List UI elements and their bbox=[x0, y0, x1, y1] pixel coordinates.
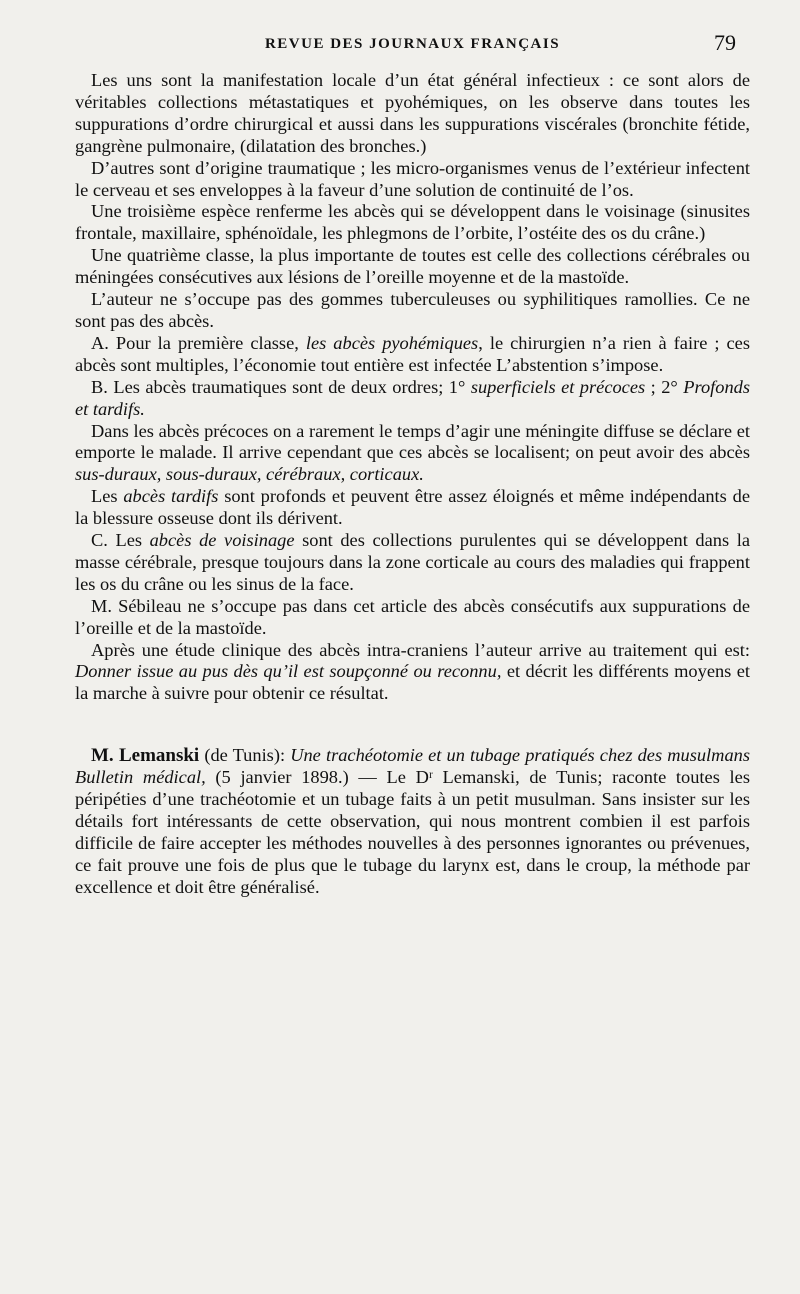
text: ; 2° bbox=[645, 376, 684, 397]
italic-term: sus-duraux, sous-duraux, cérébraux, corticaux. bbox=[75, 464, 424, 485]
paragraph-5: L’auteur ne s’occupe pas des gommes tuberculeuses ou syphilitiques ramollies. Ce ne sont pas des abcès. bbox=[75, 289, 750, 331]
paragraph-10 bbox=[75, 530, 750, 596]
paragraph-9 bbox=[75, 486, 750, 530]
paragraph-6 bbox=[75, 333, 750, 377]
running-title: REVUE DES JOURNAUX FRANÇAIS bbox=[264, 36, 561, 52]
paragraph-4: Une quatrième classe, la plus importante de toutes est celle des collections cérébrales ou méningées consécutives aux lésions de l’oreille moyenne et de la mastoïde. bbox=[75, 245, 750, 288]
paragraph-1: Les uns sont la manifestation locale d’un état général infectieux : ce sont alors de véritables collections métastatiques et pyohémiques, on les observe dans toutes les suppurations d’ordre chirurgical et aussi dans les suppurations viscérales (bronchite fétide, gangrène pulmonaire, (dilatation des bronches.) bbox=[75, 70, 750, 156]
review-text: (5 janvier 1898.) — Le Dʳ Lemanski, de Tunis; raconte toutes les péripéties d’une trachéotomie et un tubage faits à un petit musulman. Sans insister sur les détails fort intéressants de cette observation, qui nous montrent combien il est parfois difficile de faire accepter les méthodes nouvelles à des personnes ignorantes ou prévenues, ce fait prouve une fois de plus que le tubage du larynx est, dans le croup, la méthode par excellence et doit être généralisé. bbox=[75, 767, 750, 897]
text: A. Pour la première classe, bbox=[91, 332, 306, 353]
italic-term: abcès tardifs bbox=[123, 486, 219, 507]
italic-term: les abcès pyohémiques bbox=[305, 332, 479, 353]
article-body bbox=[75, 70, 750, 705]
paragraph-11: M. Sébileau ne s’occupe pas dans cet article des abcès consécutifs aux suppurations de l’oreille et de la mastoïde. bbox=[75, 595, 750, 638]
text: Après une étude clinique des abcès intra-craniens l’auteur arrive au traitement qui est: bbox=[91, 639, 750, 660]
text: et décrit les différents moyens et la marche à suivre pour obtenir ce résultat. bbox=[75, 661, 751, 704]
text: sont des collections purulentes qui se développent dans la masse cérébrale, presque toujours dans la zone corticale au cours des maladies qui frappent les os du crâne ou les sinus de la face. bbox=[75, 530, 750, 594]
paragraph-2: D’autres sont d’origine traumatique ; les micro-organismes venus de l’extérieur infectent le cerveau et ses enveloppes à la faveur d’une solution de continuité de l’os. bbox=[75, 157, 750, 200]
italic-term: Donner issue au pus dès qu’il est soupçonné ou reconnu, bbox=[75, 661, 502, 682]
text: Dans les abcès précoces on a rarement le temps d’agir une méningite diffuse se déclare et emporte le malade. Il arrive cependant que ces abcès se localisent; on peut avoir des abcès bbox=[75, 420, 750, 463]
italic-term: abcès de voisinage bbox=[149, 530, 295, 551]
review-title: Une trachéotomie et un tubage pratiqués chez des musulmans Bulletin médical, bbox=[75, 745, 750, 788]
journal-review-entry bbox=[75, 745, 750, 898]
review-paragraph bbox=[75, 745, 750, 898]
text: C. Les bbox=[91, 530, 150, 551]
paragraph-8 bbox=[75, 421, 750, 487]
paragraph-7 bbox=[75, 377, 750, 421]
review-author: M. Lemanski bbox=[91, 745, 200, 767]
page-number: 79 bbox=[714, 30, 736, 55]
page-header bbox=[75, 30, 750, 64]
italic-term: superficiels et précoces bbox=[470, 376, 646, 397]
italic-term: Profonds et tardifs. bbox=[75, 376, 750, 419]
paragraph-12 bbox=[75, 640, 750, 706]
review-origin: (de Tunis): bbox=[199, 745, 291, 766]
paragraph-3: Une troisième espèce renferme les abcès qui se développent dans le voisinage (sinusites frontale, maxillaire, sphénoïdale, les phlegmons de l’orbite, l’ostéite des os du crâne.) bbox=[75, 201, 750, 244]
text: B. Les abcès traumatiques sont de deux ordres; 1° bbox=[91, 376, 471, 397]
text: sont profonds et peuvent être assez éloignés et même indépendants de la blessure osseuse dont ils dérivent. bbox=[75, 486, 750, 529]
text: , le chirurgien n’a rien à faire ; ces abcès sont multiples, l’économie tout entière est infectée L’abstention s’impose. bbox=[75, 332, 750, 375]
text: Les bbox=[91, 486, 124, 507]
